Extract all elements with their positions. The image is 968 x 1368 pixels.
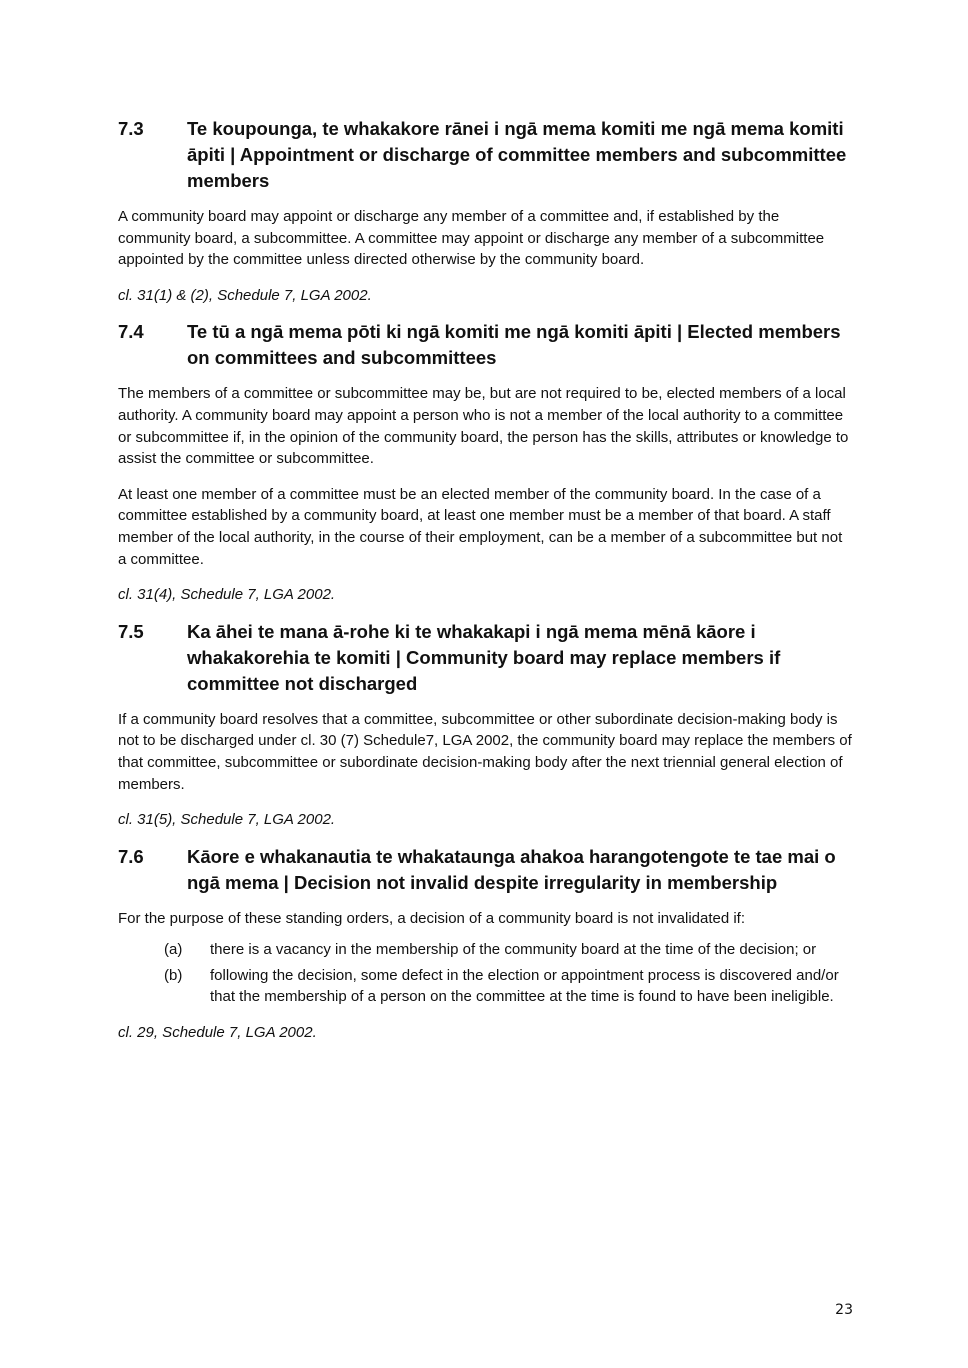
section-paragraph: The members of a committee or subcommittee may be, but are not required to be, elected members of a local authority. A community board may appoint a person who is not a member of the local authority to a committee or subcommittee if, in the opinion of the community board, the person has the skills, attributes or knowledge to assist the committee or subcommittee. <box>118 385 849 468</box>
section-heading <box>118 116 853 194</box>
legal-citation: cl. 31(4), Schedule 7, LGA 2002. <box>118 586 336 604</box>
section-7-4 <box>118 319 853 605</box>
list-text: following the decision, some defect in the election or appointment process is discovered and/or that the membership of a person on the committee at the time is found to have been ineligible. <box>210 966 839 1006</box>
section-heading <box>118 319 853 371</box>
condition-list <box>118 939 853 1008</box>
section-title: Kāore e whakanautia te whakataunga ahakoa harangotengote te tae mai o ngā mema | Decision not invalid despite irregularity in membership <box>187 845 836 893</box>
document-page <box>118 116 853 1057</box>
section-title: Te koupounga, te whakakore rānei i ngā mema komiti me ngā mema komiti āpiti | Appointment or discharge of committee members and subcommittee members <box>187 118 847 191</box>
legal-citation: cl. 31(5), Schedule 7, LGA 2002. <box>118 811 336 829</box>
section-number: 7.6 <box>118 845 144 867</box>
section-number: 7.5 <box>118 620 144 642</box>
section-7-3 <box>118 116 853 306</box>
section-paragraph: A community board may appoint or discharge any member of a committee and, if established by the community board, a subcommittee. A committee may appoint or discharge any member of a subcommittee appointed by the committee unless directed otherwise by the community board. <box>118 208 825 269</box>
list-text: there is a vacancy in the membership of the community board at the time of the decision; or <box>210 941 817 959</box>
page-number: 23 <box>835 1302 853 1318</box>
section-heading <box>118 844 853 896</box>
list-marker: (b) <box>164 966 183 984</box>
list-marker: (a) <box>164 941 183 959</box>
section-number: 7.3 <box>118 118 144 139</box>
section-paragraph: For the purpose of these standing orders, a decision of a community board is not invalidated if: <box>118 909 746 927</box>
section-paragraph: At least one member of a committee must be an elected member of the community board. In the case of a committee established by a community board, at least one member must be a member of that board. A staff member of the local authority, in the course of their employment, can be a member of a subcommittee but not a committee. <box>118 485 843 568</box>
section-heading <box>118 619 853 697</box>
section-title: Ka āhei te mana ā-rohe ki te whakakapi i ngā mema mēnā kāore i whakakorehia te komiti | Community board may replace members if committee not discharged <box>187 620 781 694</box>
section-7-5 <box>118 619 853 831</box>
section-title: Te tū a ngā mema pōti ki ngā komiti me ngā komiti āpiti | Elected members on committees and subcommittees <box>187 321 841 369</box>
list-item <box>118 939 853 961</box>
section-number: 7.4 <box>118 321 144 343</box>
section-7-6 <box>118 844 853 1044</box>
list-item <box>118 965 853 1008</box>
legal-citation: cl. 31(1) & (2), Schedule 7, LGA 2002. <box>118 286 372 304</box>
legal-citation: cl. 29, Schedule 7, LGA 2002. <box>118 1024 317 1042</box>
section-paragraph: If a community board resolves that a committee, subcommittee or other subordinate decision-making body is not to be discharged under cl. 30 (7) Schedule7, LGA 2002, the community board may replace the members of that committee, subcommittee or subordinate decision-making body after the next triennial general election of members. <box>118 710 852 793</box>
